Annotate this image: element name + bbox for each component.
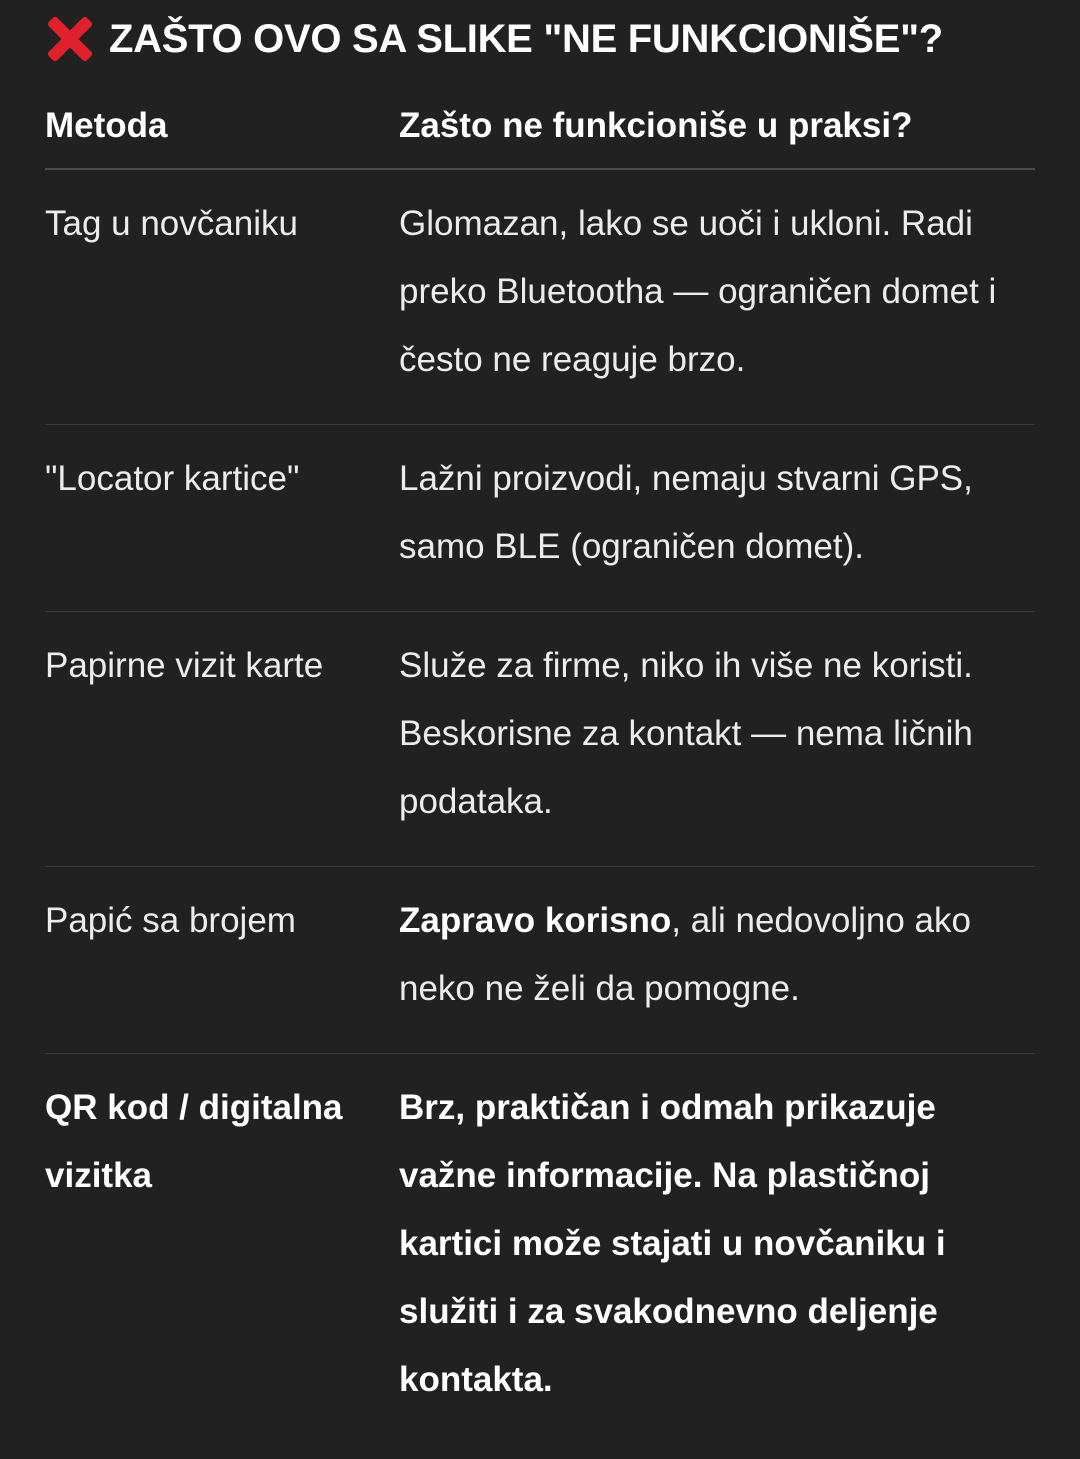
- reason-cell: [399, 867, 1035, 1054]
- method-cell: QR kod / digitalna vizitka: [45, 1088, 343, 1195]
- table-header-row: [45, 106, 1035, 169]
- section-heading: [45, 0, 1035, 78]
- reason-cell: [399, 612, 1035, 867]
- method-cell: "Locator kartice": [45, 425, 399, 612]
- reason-text: Lažni proizvodi, nemaju stvarni GPS, samo BLE (ograničen domet).: [399, 459, 973, 566]
- column-header-reason: Zašto ne funkcioniše u praksi?: [399, 106, 1035, 169]
- comparison-table: [45, 106, 1035, 1444]
- table-row: [45, 1054, 1035, 1445]
- table-row: [45, 169, 1035, 425]
- method-cell: Papirne vizit karte: [45, 612, 399, 867]
- table-row: [45, 612, 1035, 867]
- column-header-method: Metoda: [45, 106, 399, 169]
- reason-bold-text: Zapravo korisno: [399, 901, 672, 940]
- cross-mark-icon: [45, 14, 95, 64]
- reason-text: Služe za firme, niko ih više ne koristi. Beskorisne za kontakt — nema ličnih podataka.: [399, 646, 973, 821]
- table-row: [45, 867, 1035, 1054]
- reason-cell: [399, 1054, 1035, 1445]
- reason-bold-text: Brz, praktičan i odmah prikazuje važne informacije. Na plastičnoj kartici može stajati u novčaniku i služiti i za svakodnevno deljenje kontakta.: [399, 1088, 946, 1399]
- reason-text: Glomazan, lako se uoči i ukloni. Radi preko Bluetootha — ograničen domet i često ne reaguje brzo.: [399, 204, 997, 379]
- method-cell: Tag u novčaniku: [45, 169, 399, 425]
- reason-cell: [399, 425, 1035, 612]
- reason-cell: [399, 169, 1035, 425]
- section-heading-text: ZAŠTO OVO SA SLIKE "NE FUNKCIONIŠE"?: [109, 16, 943, 61]
- method-cell: Papić sa brojem: [45, 867, 399, 1054]
- reason-text: , ali nedovoljno ako neko ne želi da pomogne.: [399, 901, 971, 1008]
- table-row: [45, 425, 1035, 612]
